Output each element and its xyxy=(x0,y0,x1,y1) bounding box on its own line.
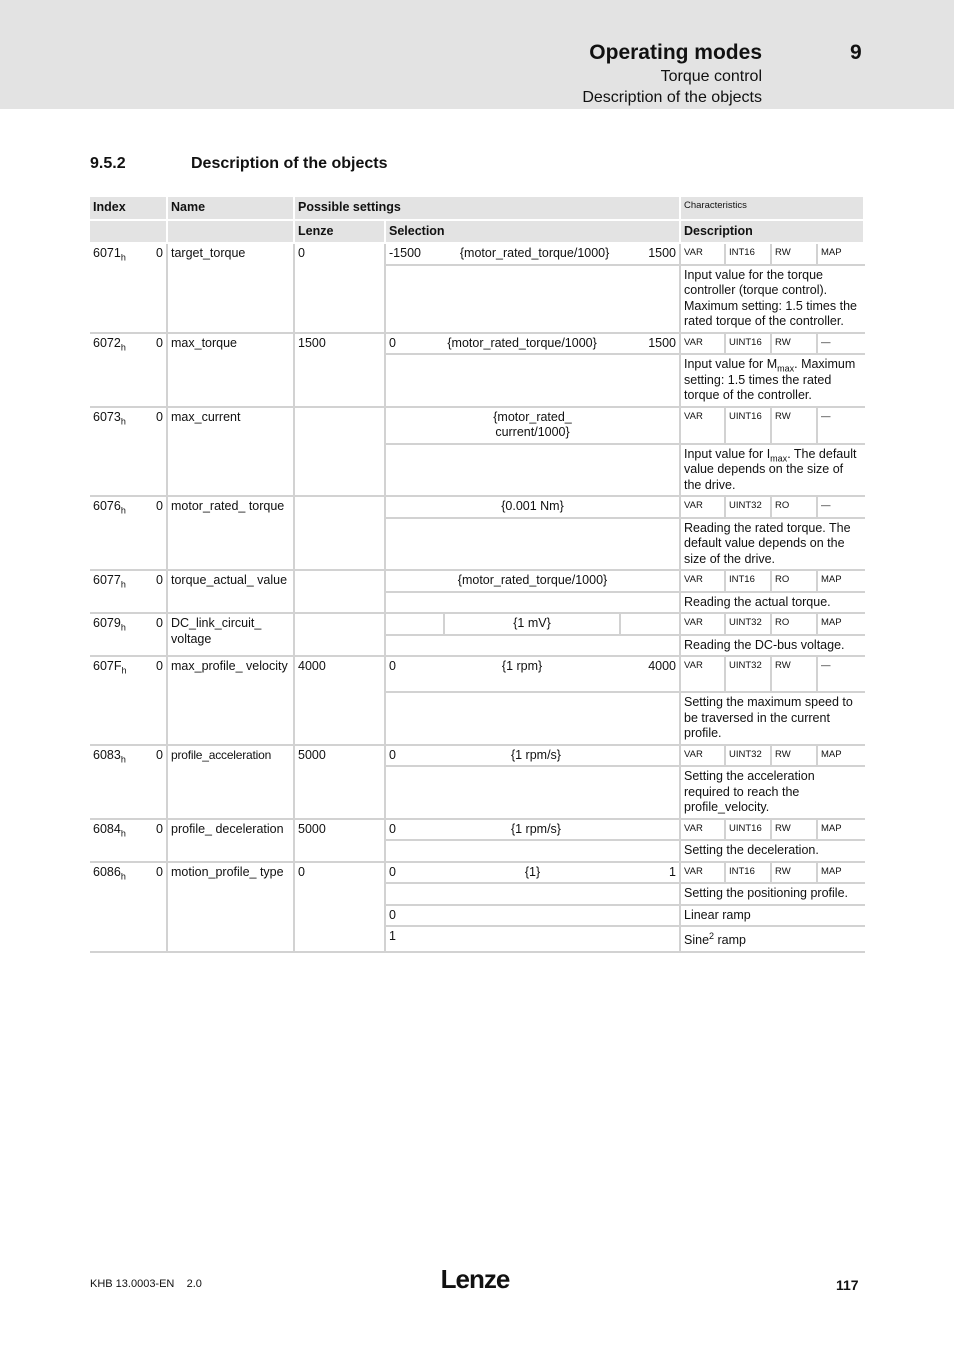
cell-index: $6083_h$ 0 xyxy=(90,746,168,820)
cell-char-type: VAR xyxy=(681,334,726,356)
cell-name: max_current xyxy=(168,408,295,498)
section-title: Description of the objects xyxy=(191,155,388,172)
cell-char-mapping: — xyxy=(818,408,865,445)
chapter-number: 9 xyxy=(850,41,862,64)
cell-char-mapping: — xyxy=(818,334,865,356)
cell-char-mapping: MAP xyxy=(818,571,865,593)
cell-char-type: VAR xyxy=(681,571,726,593)
cell-description: Input value for $M_{max}$. Maximum setting: 1.5 times the rated torque of the controller. xyxy=(681,355,865,408)
cell-description: Input value for the torque controller (torque control). Maximum setting: 1.5 times the rated torque of the controller. xyxy=(681,266,865,334)
cell-index: $6072_h$ 0 xyxy=(90,334,168,408)
cell-char-datatype: UINT32 xyxy=(726,657,772,693)
section-number: 9.5.2 xyxy=(90,155,126,172)
cell-name: motor_rated_ torque xyxy=(168,497,295,571)
cell-selection: {0.001 Nm} xyxy=(386,497,681,519)
cell-lenze: 4000 xyxy=(295,657,386,746)
cell-char-access: RW xyxy=(772,863,818,885)
cell-char-datatype: INT16 xyxy=(726,244,772,266)
header-name: Name xyxy=(168,197,295,221)
cell-char-access: RW xyxy=(772,746,818,768)
cell-char-mapping: MAP xyxy=(818,244,865,266)
cell-selection: 0 {1} 1 xyxy=(386,863,681,885)
cell-char-access: RO xyxy=(772,497,818,519)
cell-name: target_torque xyxy=(168,244,295,334)
cell-selection: -1500 {motor_rated_torque/1000} 1500 xyxy=(386,244,681,266)
chapter-title: Operating modes xyxy=(589,41,762,64)
cell-description: Setting the positioning profile. xyxy=(681,884,865,906)
cell-description: Reading the actual torque. xyxy=(681,593,865,615)
cell-char-type: VAR xyxy=(681,820,726,842)
table-subheader-row xyxy=(90,221,865,245)
cell-selection: {1 mV} xyxy=(445,614,621,636)
cell-name: max_profile_ velocity xyxy=(168,657,295,746)
cell-lenze xyxy=(295,497,386,571)
cell-lenze: 0 xyxy=(295,244,386,334)
cell-index: $6086_h$ 0 xyxy=(90,863,168,953)
cell-char-mapping: MAP xyxy=(818,863,865,885)
cell-selection: 0 {1 rpm} 4000 xyxy=(386,657,681,693)
cell-name: DC_link_circuit_ voltage xyxy=(168,614,295,657)
chapter-subtitle-2: Description of the objects xyxy=(582,89,762,106)
cell-selection: 0 {1 rpm/s} xyxy=(386,820,681,842)
header-band xyxy=(0,0,954,109)
table-header-row xyxy=(90,197,865,221)
cell-char-access: RW xyxy=(772,244,818,266)
cell-selection: 0 {motor_rated_torque/1000} 1500 xyxy=(386,334,681,356)
cell-description: Reading the DC-bus voltage. xyxy=(681,636,865,658)
table-row xyxy=(90,334,865,356)
cell-char-access: RO xyxy=(772,614,818,636)
table-row xyxy=(90,746,865,768)
cell-char-mapping: MAP xyxy=(818,746,865,768)
cell-char-datatype: UINT16 xyxy=(726,408,772,445)
table-row xyxy=(90,614,865,636)
cell-option-text: Sine$^2$ ramp xyxy=(681,927,865,953)
cell-index: $6079_h$ 0 xyxy=(90,614,168,657)
header-possible-settings: Possible settings xyxy=(295,197,681,221)
cell-char-access: RW xyxy=(772,657,818,693)
chapter-subtitle: Torque control xyxy=(660,68,762,85)
table-row xyxy=(90,497,865,519)
cell-char-access: RW xyxy=(772,820,818,842)
cell-lenze: 0 xyxy=(295,863,386,953)
cell-lenze xyxy=(295,614,386,657)
cell-option-text: Linear ramp xyxy=(681,906,865,928)
header-selection: Selection xyxy=(386,221,681,245)
cell-char-type: VAR xyxy=(681,244,726,266)
header-characteristics: Characteristics xyxy=(681,197,865,221)
header-index: Index xyxy=(90,197,168,221)
cell-index: $607F_h$ 0 xyxy=(90,657,168,746)
cell-char-type: VAR xyxy=(681,408,726,445)
cell-description: Setting the deceleration. xyxy=(681,841,865,863)
table-row xyxy=(90,863,865,885)
cell-char-type: VAR xyxy=(681,497,726,519)
cell-index: $6077_h$ 0 xyxy=(90,571,168,614)
table-row xyxy=(90,571,865,593)
cell-char-datatype: UINT16 xyxy=(726,334,772,356)
lenze-logo xyxy=(435,1263,515,1293)
cell-char-type: VAR xyxy=(681,746,726,768)
header-lenze: Lenze xyxy=(295,221,386,245)
cell-char-type: VAR xyxy=(681,863,726,885)
cell-char-datatype: INT16 xyxy=(726,571,772,593)
cell-description: Input value for $I_{max}$. The default value depends on the size of the drive. xyxy=(681,445,865,498)
cell-char-type: VAR xyxy=(681,614,726,636)
header-description: Description xyxy=(681,221,865,245)
cell-option-value: 1 xyxy=(386,927,681,953)
cell-description: Setting the maximum speed to be traversed in the current profile. xyxy=(681,693,865,746)
cell-option-value: 0 xyxy=(386,906,681,928)
cell-name: profile_ deceleration xyxy=(168,820,295,863)
table-row xyxy=(90,408,865,445)
cell-selection: 0 {1 rpm/s} xyxy=(386,746,681,768)
table-row xyxy=(90,820,865,842)
cell-char-mapping: — xyxy=(818,657,865,693)
cell-char-access: RW xyxy=(772,334,818,356)
cell-description: Reading the rated torque. The default value depends on the size of the drive. xyxy=(681,519,865,572)
cell-lenze xyxy=(295,571,386,614)
cell-lenze xyxy=(295,408,386,498)
cell-char-type: VAR xyxy=(681,657,726,693)
cell-index: $6073_h$ 0 xyxy=(90,408,168,498)
cell-char-access: RO xyxy=(772,571,818,593)
svg-text:Lenze: Lenze xyxy=(440,1264,510,1293)
cell-name: torque_actual_ value xyxy=(168,571,295,614)
cell-char-datatype: UINT16 xyxy=(726,820,772,842)
cell-name: motion_profile_ type xyxy=(168,863,295,953)
cell-char-access: RW xyxy=(772,408,818,445)
cell-lenze: 5000 xyxy=(295,820,386,863)
page-number: 117 xyxy=(836,1277,859,1293)
cell-description: Setting the acceleration required to reach the profile_velocity. xyxy=(681,767,865,820)
table-row xyxy=(90,244,865,266)
table-row xyxy=(90,657,865,693)
cell-char-datatype: INT16 xyxy=(726,863,772,885)
cell-selection: {motor_rated_ current/1000} xyxy=(386,408,681,445)
cell-name: profile_acceleration xyxy=(168,746,295,820)
cell-char-mapping: — xyxy=(818,497,865,519)
cell-lenze: 1500 xyxy=(295,334,386,408)
footer-doc-id: KHB 13.0003-EN 2.0 xyxy=(90,1278,202,1290)
cell-index: $6084_h$ 0 xyxy=(90,820,168,863)
cell-char-datatype: UINT32 xyxy=(726,497,772,519)
cell-char-mapping: MAP xyxy=(818,614,865,636)
objects-table xyxy=(90,197,865,953)
cell-name: max_torque xyxy=(168,334,295,408)
cell-char-datatype: UINT32 xyxy=(726,746,772,768)
cell-char-mapping: MAP xyxy=(818,820,865,842)
cell-index: $6071_h$ 0 xyxy=(90,244,168,334)
cell-selection: {motor_rated_torque/1000} xyxy=(386,571,681,593)
cell-index: $6076_h$ 0 xyxy=(90,497,168,571)
cell-char-datatype: UINT32 xyxy=(726,614,772,636)
cell-lenze: 5000 xyxy=(295,746,386,820)
